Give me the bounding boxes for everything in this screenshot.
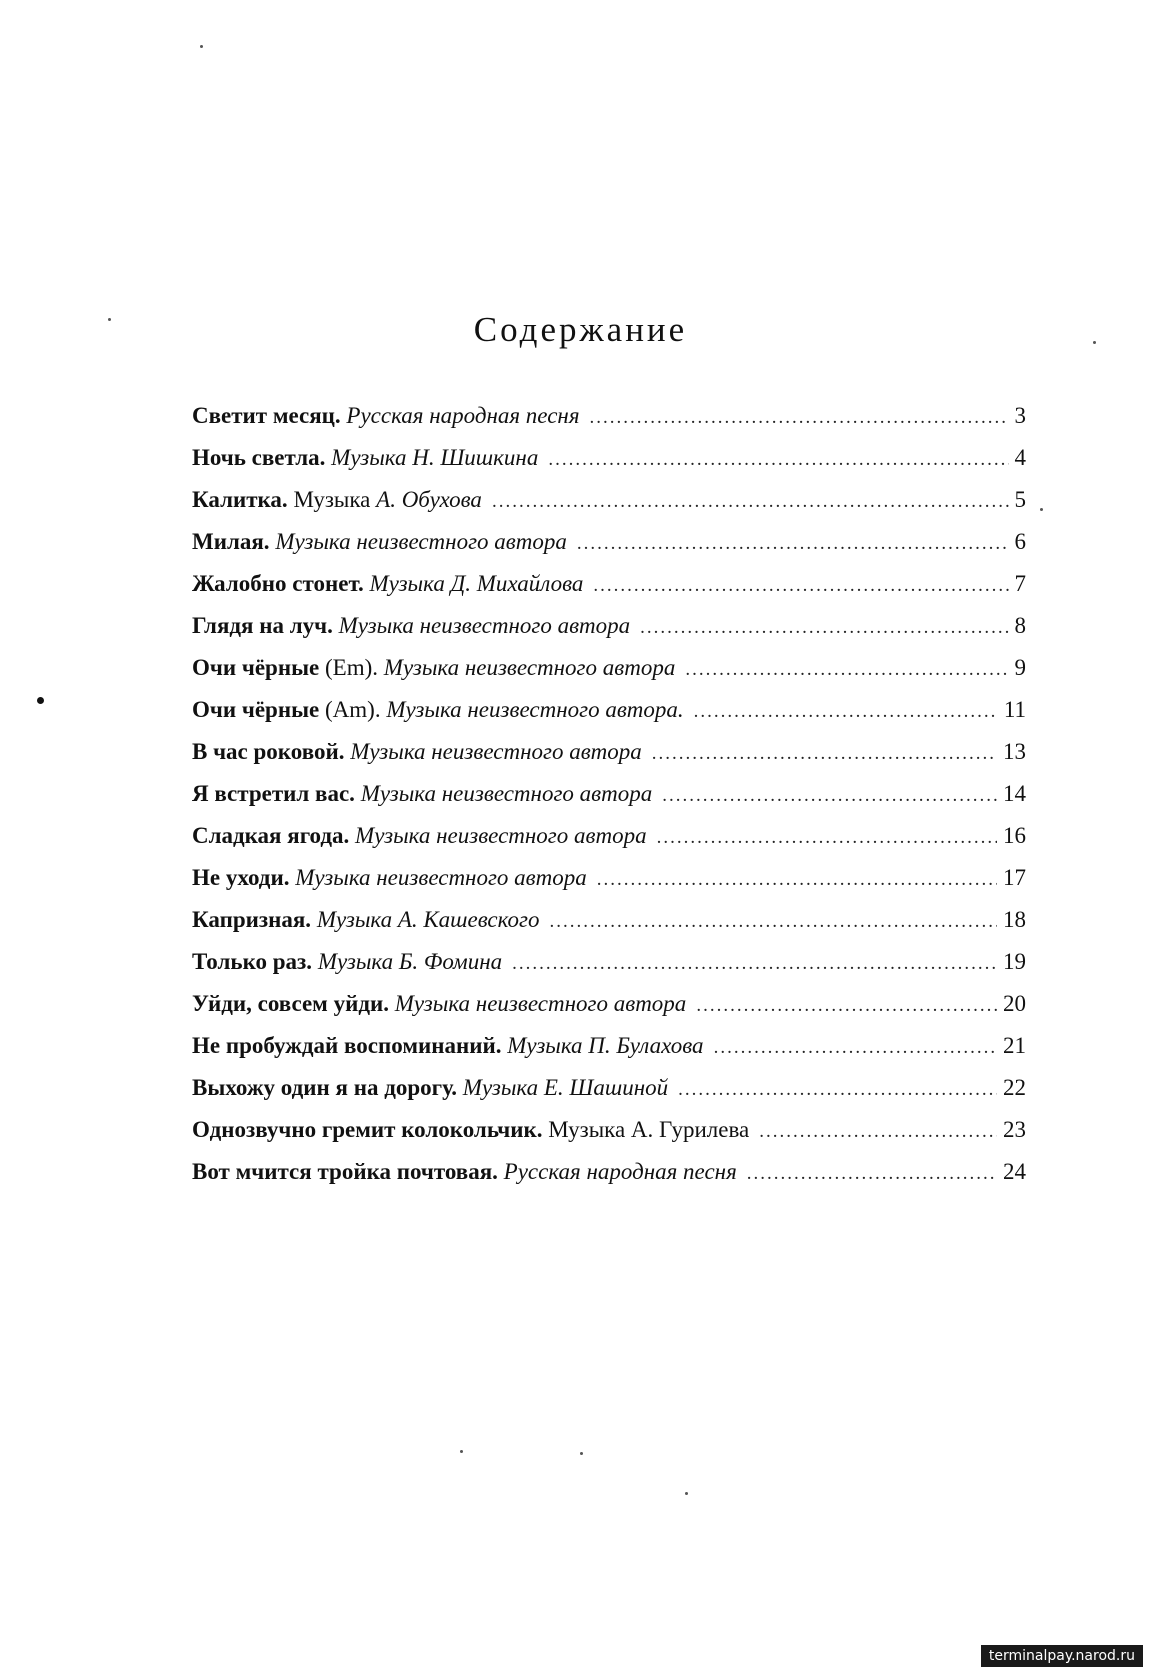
toc-entry (192, 1117, 1026, 1159)
song-title: Глядя на луч. (192, 613, 333, 638)
page-title: Содержание (473, 310, 688, 349)
composer: Музыка неизвестного автора (295, 865, 587, 890)
composer: Музыка неизвестного автора. (386, 697, 684, 722)
dot-leader (662, 785, 997, 807)
toc-entry (192, 739, 1026, 781)
composer: Музыка П. Булахова (507, 1033, 704, 1058)
song-title: Ночь светла. (192, 445, 326, 470)
song-title: Не уходи. (192, 865, 290, 890)
toc-entry (192, 1033, 1026, 1075)
page-number: 3 (1014, 403, 1026, 428)
author-prefix: (Em). (325, 655, 379, 680)
song-title: Очи чёрные (192, 697, 320, 722)
page-number: 18 (1003, 907, 1026, 932)
song-title: В час роковой. (192, 739, 345, 764)
composer: Музыка неизвестного автора (350, 739, 642, 764)
dot-leader (590, 407, 1009, 429)
scan-speck (580, 1452, 583, 1455)
composer: Музыка Б. Фомина (317, 949, 503, 974)
toc-entry (192, 991, 1026, 1033)
page-number: 4 (1014, 445, 1026, 470)
composer: Музыка неизвестного автора (355, 823, 647, 848)
toc-entry (192, 571, 1026, 613)
dot-leader (714, 1037, 997, 1059)
page-number: 20 (1003, 991, 1026, 1016)
page-number: 5 (1014, 487, 1026, 512)
dot-leader (512, 953, 997, 975)
scan-speck (37, 697, 44, 704)
dot-leader (597, 869, 997, 891)
dot-leader (747, 1163, 997, 1185)
composer: Музыка неизвестного автора (383, 655, 676, 680)
page-number: 6 (1014, 529, 1026, 554)
composer: Музыка неизвестного автора (338, 613, 631, 638)
dot-leader (694, 701, 998, 723)
toc-entry (192, 865, 1026, 907)
song-title: Сладкая ягода. (192, 823, 350, 848)
dot-leader (652, 743, 997, 765)
song-title: Не пробуждай воспоминаний. (192, 1033, 502, 1058)
toc-entry (192, 403, 1026, 445)
dot-leader (577, 533, 1009, 555)
toc-entry (192, 445, 1026, 487)
page-number: 13 (1003, 739, 1026, 764)
toc-entry (192, 529, 1026, 571)
dot-leader (696, 995, 997, 1017)
page-number: 23 (1003, 1117, 1026, 1142)
toc-entry (192, 781, 1026, 823)
toc-entry (192, 1075, 1026, 1117)
scan-speck (1093, 341, 1096, 344)
song-title: Жалобно стонет. (192, 571, 364, 596)
dot-leader (492, 491, 1009, 513)
composer: Музыка Е. Шашиной (462, 1075, 669, 1100)
song-title: Очи чёрные (192, 655, 320, 680)
dot-leader (759, 1121, 997, 1143)
page-number: 9 (1014, 655, 1026, 680)
author-prefix: Музыка (293, 487, 371, 512)
toc-entry (192, 907, 1026, 949)
composer: Русская народная песня (346, 403, 580, 428)
toc-entry (192, 949, 1026, 991)
song-title: Однозвучно гремит колокольчик. (192, 1117, 543, 1142)
scan-speck (200, 45, 203, 48)
dot-leader (678, 1079, 997, 1101)
toc-entry (192, 1159, 1026, 1201)
page-number: 11 (1003, 697, 1026, 722)
watermark: terminalpay.narod.ru (981, 1645, 1143, 1667)
page-number: 14 (1003, 781, 1026, 806)
toc-entry (192, 487, 1026, 529)
dot-leader (548, 449, 1008, 471)
composer: А. Обухова (376, 487, 482, 512)
page-number: 7 (1014, 571, 1026, 596)
composer: Музыка Д. Михайлова (369, 571, 584, 596)
song-title: Уйди, совсем уйди. (192, 991, 389, 1016)
page-number: 22 (1003, 1075, 1026, 1100)
song-title: Капризная. (192, 907, 312, 932)
page-number: 21 (1003, 1033, 1026, 1058)
table-of-contents (192, 403, 1026, 1201)
page-number: 8 (1014, 613, 1026, 638)
composer: Русская народная песня (503, 1159, 737, 1184)
dot-leader (593, 575, 1008, 597)
song-title: Вот мчится тройка почтовая. (192, 1159, 498, 1184)
scan-speck (685, 1492, 688, 1495)
scan-speck (460, 1450, 463, 1453)
scan-speck (1040, 508, 1043, 511)
song-title: Светит месяц. (192, 403, 341, 428)
page-number: 16 (1003, 823, 1026, 848)
composer: Музыка Н. Шишкина (331, 445, 539, 470)
composer: Музыка неизвестного автора (360, 781, 653, 806)
author-prefix: (Am). (325, 697, 381, 722)
toc-entry (192, 655, 1026, 697)
dot-leader (550, 911, 997, 933)
song-title: Милая. (192, 529, 270, 554)
toc-entry (192, 823, 1026, 865)
page-number: 17 (1003, 865, 1026, 890)
dot-leader (685, 659, 1008, 681)
song-title: Калитка. (192, 487, 288, 512)
composer: Музыка неизвестного автора (275, 529, 567, 554)
toc-entry (192, 613, 1026, 655)
author-prefix: Музыка А. Гурилева (548, 1117, 750, 1142)
composer: Музыка А. Кашевского (316, 907, 540, 932)
dot-leader (657, 827, 997, 849)
composer: Музыка неизвестного автора (394, 991, 687, 1016)
song-title: Я встретил вас. (192, 781, 355, 806)
dot-leader (640, 617, 1008, 639)
toc-entry (192, 697, 1026, 739)
page-number: 19 (1003, 949, 1026, 974)
scan-speck (108, 318, 111, 321)
song-title: Выхожу один я на дорогу. (192, 1075, 458, 1100)
page-number: 24 (1003, 1159, 1026, 1184)
song-title: Только раз. (192, 949, 313, 974)
